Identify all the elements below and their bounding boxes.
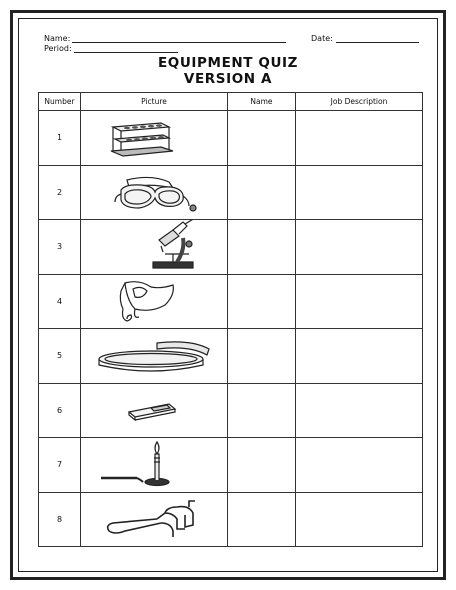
picture-cell (81, 492, 228, 547)
name-answer-cell[interactable] (228, 220, 296, 275)
name-label: Name: (44, 34, 71, 43)
page-title: EQUIPMENT QUIZ (157, 55, 299, 71)
picture-cell (81, 383, 228, 438)
table-row (39, 111, 423, 166)
apron-icon (81, 275, 228, 328)
column-header-job-description: Job Description (296, 93, 423, 111)
table-row (39, 492, 423, 547)
job-description-answer-cell[interactable] (296, 274, 423, 329)
name-answer-cell[interactable] (228, 111, 296, 166)
bunsen-burner-icon (81, 438, 228, 491)
job-description-answer-cell[interactable] (296, 220, 423, 275)
name-field[interactable] (72, 42, 286, 43)
column-header-number: Number (39, 93, 81, 111)
row-number: 2 (39, 165, 81, 220)
picture-cell (81, 329, 228, 384)
name-answer-cell[interactable] (228, 438, 296, 493)
microscope-slide-icon (81, 384, 228, 437)
row-number: 3 (39, 220, 81, 275)
equipment-table (38, 92, 423, 547)
table-row (39, 383, 423, 438)
job-description-answer-cell[interactable] (296, 438, 423, 493)
picture-cell (81, 111, 228, 166)
job-description-answer-cell[interactable] (296, 165, 423, 220)
name-answer-cell[interactable] (228, 329, 296, 384)
name-answer-cell[interactable] (228, 492, 296, 547)
date-label: Date: (311, 34, 333, 43)
table-row (39, 274, 423, 329)
page-subtitle: VERSION A (183, 71, 273, 87)
picture-cell (81, 220, 228, 275)
column-header-picture: Picture (81, 93, 228, 111)
table-header-row (39, 93, 423, 111)
row-number: 8 (39, 492, 81, 547)
row-number: 7 (39, 438, 81, 493)
picture-cell (81, 165, 228, 220)
period-label: Period: (44, 44, 72, 53)
test-tube-rack-icon (81, 111, 228, 164)
row-number: 5 (39, 329, 81, 384)
job-description-answer-cell[interactable] (296, 383, 423, 438)
row-number: 1 (39, 111, 81, 166)
petri-dish-icon (81, 329, 228, 382)
job-description-answer-cell[interactable] (296, 492, 423, 547)
name-answer-cell[interactable] (228, 383, 296, 438)
picture-cell (81, 438, 228, 493)
name-answer-cell[interactable] (228, 274, 296, 329)
picture-cell (81, 274, 228, 329)
safety-goggles-icon (81, 166, 228, 219)
column-header-name: Name (228, 93, 296, 111)
table-row (39, 220, 423, 275)
name-answer-cell[interactable] (228, 165, 296, 220)
period-field[interactable] (74, 52, 178, 53)
row-number: 6 (39, 383, 81, 438)
microscope-icon (81, 220, 228, 273)
table-row (39, 438, 423, 493)
date-field[interactable] (336, 42, 419, 43)
table-row (39, 329, 423, 384)
table-row (39, 165, 423, 220)
test-tube-clamp-icon (81, 493, 228, 546)
job-description-answer-cell[interactable] (296, 329, 423, 384)
row-number: 4 (39, 274, 81, 329)
job-description-answer-cell[interactable] (296, 111, 423, 166)
